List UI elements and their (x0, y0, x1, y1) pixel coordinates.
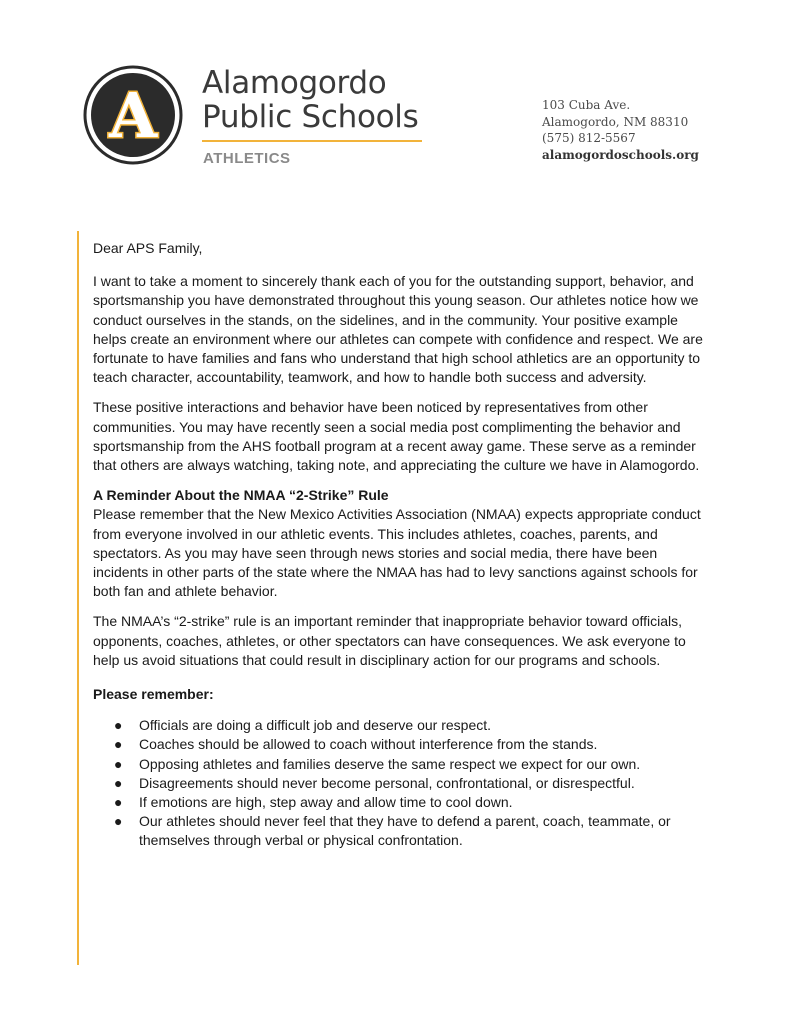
website-link[interactable]: alamogordoschools.org (542, 147, 699, 162)
list-item (93, 735, 709, 754)
list-item (93, 793, 709, 812)
bullet-icon: ● (114, 794, 123, 811)
list-item-text: Our athletes should never feel that they have to defend a parent, coach, teammate, or themselves through verbal or physical confrontation. (139, 813, 671, 849)
logo-letter: A (108, 79, 158, 152)
list-item (93, 774, 709, 793)
paragraph-nmaa: Please remember that the New Mexico Activities Association (NMAA) expects appropriate conduct from everyone involved in our athletic events. This includes athletes, coaches, parents, and spectators. As you may have seen through news stories and social media, there have been incidents in other parts of the state where the NMAA has had to levy sanctions against schools for both fan and athlete behavior. (93, 506, 701, 600)
letterhead-divider (202, 140, 422, 142)
department-label: ATHLETICS (203, 150, 291, 167)
list-item (93, 812, 709, 850)
list-item-text: Disagreements should never become personal, confrontational, or disrespectful. (139, 774, 635, 791)
margin-accent-rule (77, 231, 79, 965)
bullet-icon: ● (114, 755, 123, 772)
letter-body (93, 239, 709, 851)
greeting: Dear APS Family, (93, 240, 203, 256)
paragraph-thanks: I want to take a moment to sincerely thank each of you for the outstanding support, behavior, and sportsmanship you have demonstrated throughout this young season. Our athletes notice how we conduct ourselves in the stands, on the sidelines, and in the community. Your positive example helps create an environment where our athletes can compete with confidence and respect. We are fortunate to have families and fans who understand that high school athletics are an opportunity to teach character, accountability, teamwork, and how to handle both success and adversity. (93, 273, 703, 386)
letterhead-logo (82, 64, 422, 174)
phone-number: (575) 812-5567 (542, 131, 636, 145)
bullet-icon: ● (114, 774, 123, 791)
section-heading: A Reminder About the NMAA “2-Strike” Rule (93, 487, 389, 504)
org-name-line2: Public Schools (202, 99, 419, 135)
list-item-text: If emotions are high, step away and allow time to cool down. (139, 794, 513, 811)
list-item-text: Officials are doing a difficult job and deserve our respect. (139, 717, 492, 734)
address-line1: 103 Cuba Ave. (542, 98, 631, 112)
org-name-line1: Alamogordo (202, 65, 387, 101)
address-line2: Alamogordo, NM 88310 (542, 114, 689, 129)
paragraph-two-strike: The NMAA’s “2-strike” rule is an important reminder that inappropriate behavior toward officials, opponents, coaches, athletes, or other spectators can have consequences. We ask everyone to help us avoid situations that could result in disciplinary action for our programs and schools. (93, 613, 686, 668)
list-item (93, 716, 709, 735)
paragraph-recognition: These positive interactions and behavior have been noticed by representatives from other communities. You may have recently seen a social media post complimenting the behavior and sportsmanship from the AHS football program at a recent away game. These serve as a reminder that others are always watching, taking note, and appreciating the culture we have in Alamogordo. (93, 399, 700, 474)
bullet-icon: ● (114, 736, 123, 753)
bullet-icon: ● (114, 813, 123, 830)
remember-label: Please remember: (93, 686, 214, 703)
aps-logo-icon (82, 64, 184, 170)
list-item-text: Opposing athletes and families deserve the same respect we expect for our own. (139, 755, 641, 772)
organization-name (202, 66, 418, 134)
reminder-list (93, 716, 709, 850)
bullet-icon: ● (114, 717, 123, 734)
list-item (93, 755, 709, 774)
contact-block (542, 97, 699, 163)
list-item-text: Coaches should be allowed to coach without interference from the stands. (139, 736, 598, 753)
